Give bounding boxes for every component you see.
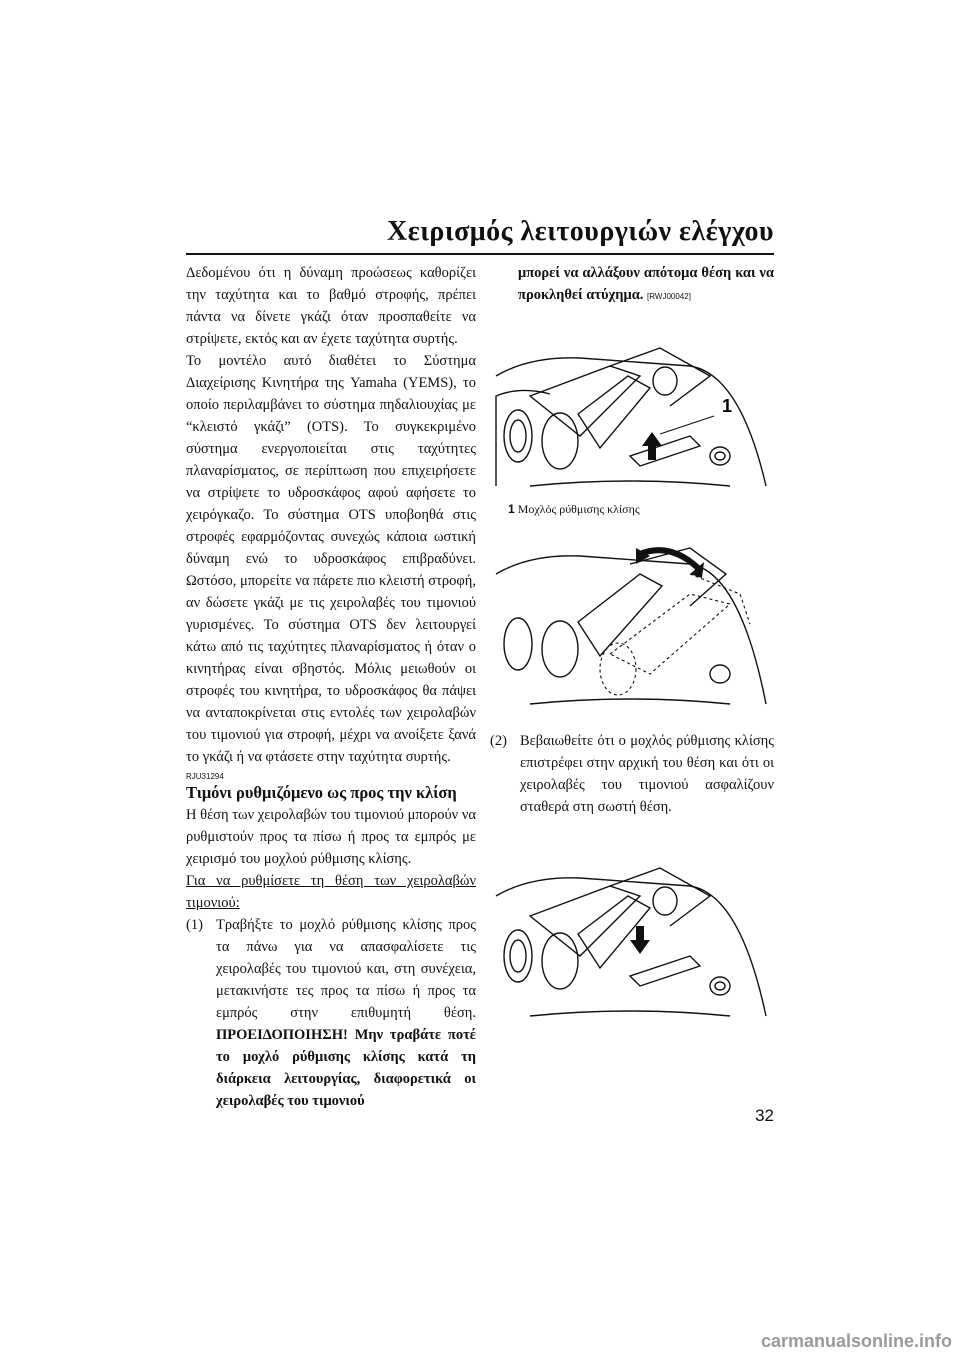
warning-text-part2: μπορεί να αλλάξουν απότομα θέση και να προκληθεί ατύχημα. <box>518 265 774 303</box>
step-2 <box>490 730 774 818</box>
warning-label: ΠΡΟΕΙΔΟΠΟΙΗΣΗ! <box>216 1027 348 1043</box>
header-rule <box>186 253 774 255</box>
right-column <box>490 262 774 1026</box>
illustration-lever-down <box>490 856 774 1026</box>
section-code: RJU31294 <box>186 772 224 781</box>
page-title: Χειρισμός λειτουργιών ελέγχου <box>387 216 774 247</box>
caption-text: Μοχλός ρύθμισης κλίσης <box>517 502 640 516</box>
watermark: carmanualsonline.info <box>760 1331 952 1351</box>
step-1-text <box>216 914 476 1112</box>
left-column <box>186 262 476 1112</box>
arrow-down-icon <box>630 926 650 954</box>
howto-heading: Για να ρυθμίσετε τη θέση των χειρολαβών τιμονιού: <box>186 873 476 911</box>
figure-caption <box>508 498 774 520</box>
arrow-up-icon <box>642 432 662 460</box>
yems-paragraph: Το μοντέλο αυτό διαθέτει το Σύστημα Διαχείρισης Κινητήρα της Yamaha (YEMS), το οποίο περιλαμβάνει το σύστημα πηδαλιουχίας με “κλειστό γκάζι” (OTS). Το συγκεκριμένο σύστημα ενεργοποιείται στις ταχύτητες πλαναρίσματος, σε περίπτωση που επιχειρήσετε να στρίψετε το υδροσκάφος αφού αφήσετε το χειρόγκαζο. Το σύστημα OTS υποβοηθά στις στροφές εφαρμόζοντας συνεχώς κάποια ωστική δύναμη ενώ το υδροσκάφος επιβραδύνει. Ωστόσο, μπορείτε να πάρετε πιο κλειστή στροφή, αν δώσετε γκάζι με τις χειρολαβές του τιμονιού γυρισμένες. Το σύστημα OTS δεν λειτουργεί κάτω από τις ταχύτητες πλαναρίσματος ή όταν ο κινητήρας είναι σβηστός. Μόλις μειωθούν οι στροφές του κινητήρα, το υδροσκάφος θα πάψει να ανταποκρίνεται στις εντολές των χειρολαβών του τιμονιού για στροφή, μέχρι να ανοίξετε ξανά το γκάζι ή να φτάσετε στην ταχύτητα συρτής. <box>186 353 476 765</box>
step-1-body: Τραβήξτε το μοχλό ρύθμισης κλίσης προς τα πάνω για να απασφαλίσετε τις χειρολαβές του τιμονιού και, στη συνέχεια, μετακινήστε τες προς τα πίσω ή προς τα εμπρός στην επιθυμητή θέση. <box>216 917 476 1021</box>
warning-code: [RWJ00042] <box>647 292 691 301</box>
step-2-text: Βεβαιωθείτε ότι ο μοχλός ρύθμισης κλίσης επιστρέφει στην αρχική του θέση και ότι οι χειρολαβές του τιμονιού ασφαλίζουν σταθερά στη σωστή θέση. <box>520 733 774 815</box>
warning-text-part1: Μην τραβάτε ποτέ το μοχλό ρύθμισης κλίσης κατά τη διάρκεια λειτουργίας, διαφορετικά οι χειρολαβές του τιμονιού <box>216 1027 477 1109</box>
callout-number: 1 <box>722 396 733 416</box>
illustration-lever-up <box>490 336 774 496</box>
page-number: 32 <box>755 1106 774 1125</box>
illustration-handlebar-tilt <box>490 534 774 714</box>
intro-paragraph: Δεδομένου ότι η δύναμη προώσεως καθορίζει την ταχύτητα και το βαθμό στροφής, πρέπει πάντα να δίνετε γκάζι όταν προσπαθείτε να στρίψετε, εκτός και αν έχετε ταχύτητα συρτής. <box>186 265 476 347</box>
section-intro: Η θέση των χειρολαβών του τιμονιού μπορούν να ρυθμιστούν προς τα πίσω ή προς τα εμπρός με χειρισμό του μοχλού ρύθμισης κλίσης. <box>186 807 476 867</box>
warning-continued <box>490 262 774 308</box>
step-1-number: (1) <box>186 917 203 933</box>
step-1 <box>186 914 476 1112</box>
caption-number: 1 <box>508 502 515 516</box>
step-2-number: (2) <box>490 733 507 749</box>
section-heading: Τιμόνι ρυθμιζόμενο ως προς την κλίση <box>186 783 457 802</box>
